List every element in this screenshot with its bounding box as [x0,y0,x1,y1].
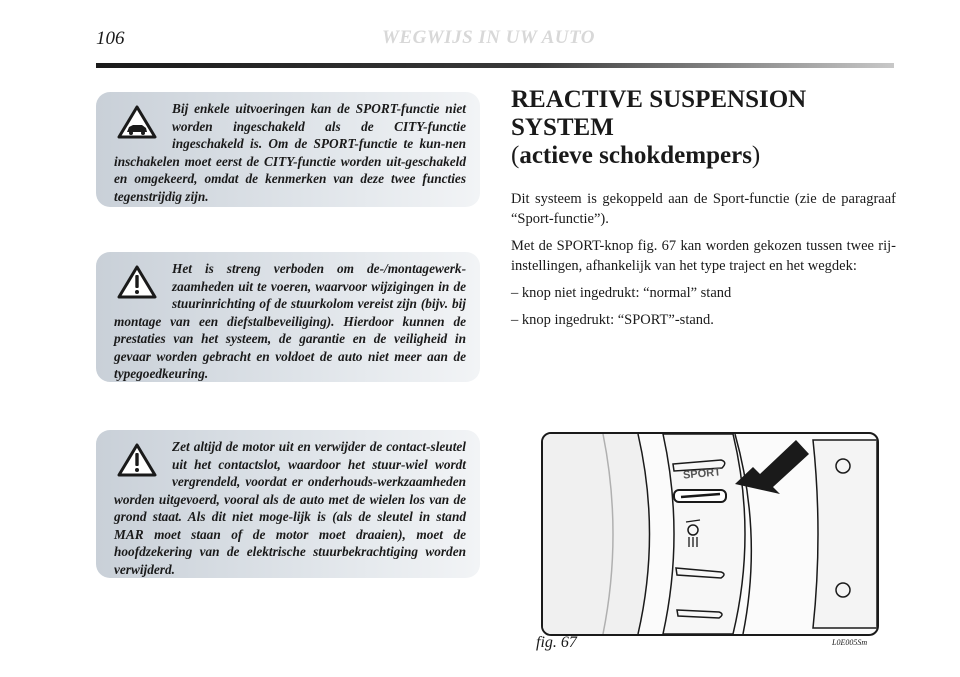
body-paragraph: Dit systeem is gekoppeld aan de Sport-functie (zie de paragraaf “Sport-functie”). [511,191,896,227]
section-title-line1: REACTIVE SUSPENSION [511,86,807,113]
section-subtitle [511,142,891,170]
page-number: 106 [96,28,125,49]
section-body [511,189,896,337]
body-list-item: – knop ingedrukt: “SPORT”-stand. [511,312,714,328]
warning-text: Zet altijd de motor uit en verwijder de contact-sleutel uit het contactslot, waardoor het stuur-wiel wordt vergrendeld, voordat er onderhouds-werkzaamheden worden uitgevoerd, vooral als de auto met de wielen los van de grond staat. Als dit niet moge-lijk is (als de sleutel in stand MAR moet staan of de motor moet draaien), moet de hoofdzekering van de elektrische stuurbekrachtiging worden verwijderd. [114,439,466,577]
pointer-arrow-icon [735,440,809,494]
header-rule [96,63,894,68]
body-paragraph: Met de SPORT-knop fig. 67 kan worden gekozen tussen twee rij-instellingen, afhankelijk van het type traject en het wegdek: [511,238,896,274]
sport-button-label: SPORT [682,466,722,482]
figure-caption: fig. 67 [536,634,577,651]
section-title-line2: SYSTEM [511,114,614,141]
page-header-title: WEGWIJS IN UW AUTO [382,27,595,48]
section-subtitle-text: actieve schokdempers [519,142,752,169]
open-paren: ( [511,142,520,169]
car-lift-warning-icon [116,104,158,140]
warning-box-maintenance [96,430,480,578]
body-list-item: – knop niet ingedrukt: “normal” stand [511,285,732,301]
warning-box-city-sport [96,92,480,207]
warning-box-steering-modification [96,252,480,382]
warning-text: Bij enkele uitvoeringen kan de SPORT-functie niet worden ingeschakeld als de CITY-functie ingeschakeld is. Om de SPORT-functie te kun-nen inschakelen moet eerst de CITY-functie worden uit-geschakeld en omgekeerd, omdat de kenmerken van deze twee functies tegenstrijdig zijn. [114,101,466,204]
warning-triangle-icon [116,264,158,300]
warning-triangle-icon [116,442,158,478]
figure-code: L0E005Sm [832,638,868,647]
section-title [511,86,891,170]
sport-button-illustration [543,434,877,634]
close-paren: ) [751,142,761,169]
warning-text: Het is streng verboden om de-/montagewerk-zaamheden uit te voeren, waarvoor wijzigingen in de stuurinrichting of de stuurkolom vereist zijn (bijv. bij montage van een diefstalbeveiliging). Hierdoor kunnen de prestaties van het systeem, de garantie en de veiligheid in gevaar worden gebracht en voldoet de auto niet meer aan de typegoedkeuring. [114,261,466,381]
figure-sport-button [541,432,879,636]
